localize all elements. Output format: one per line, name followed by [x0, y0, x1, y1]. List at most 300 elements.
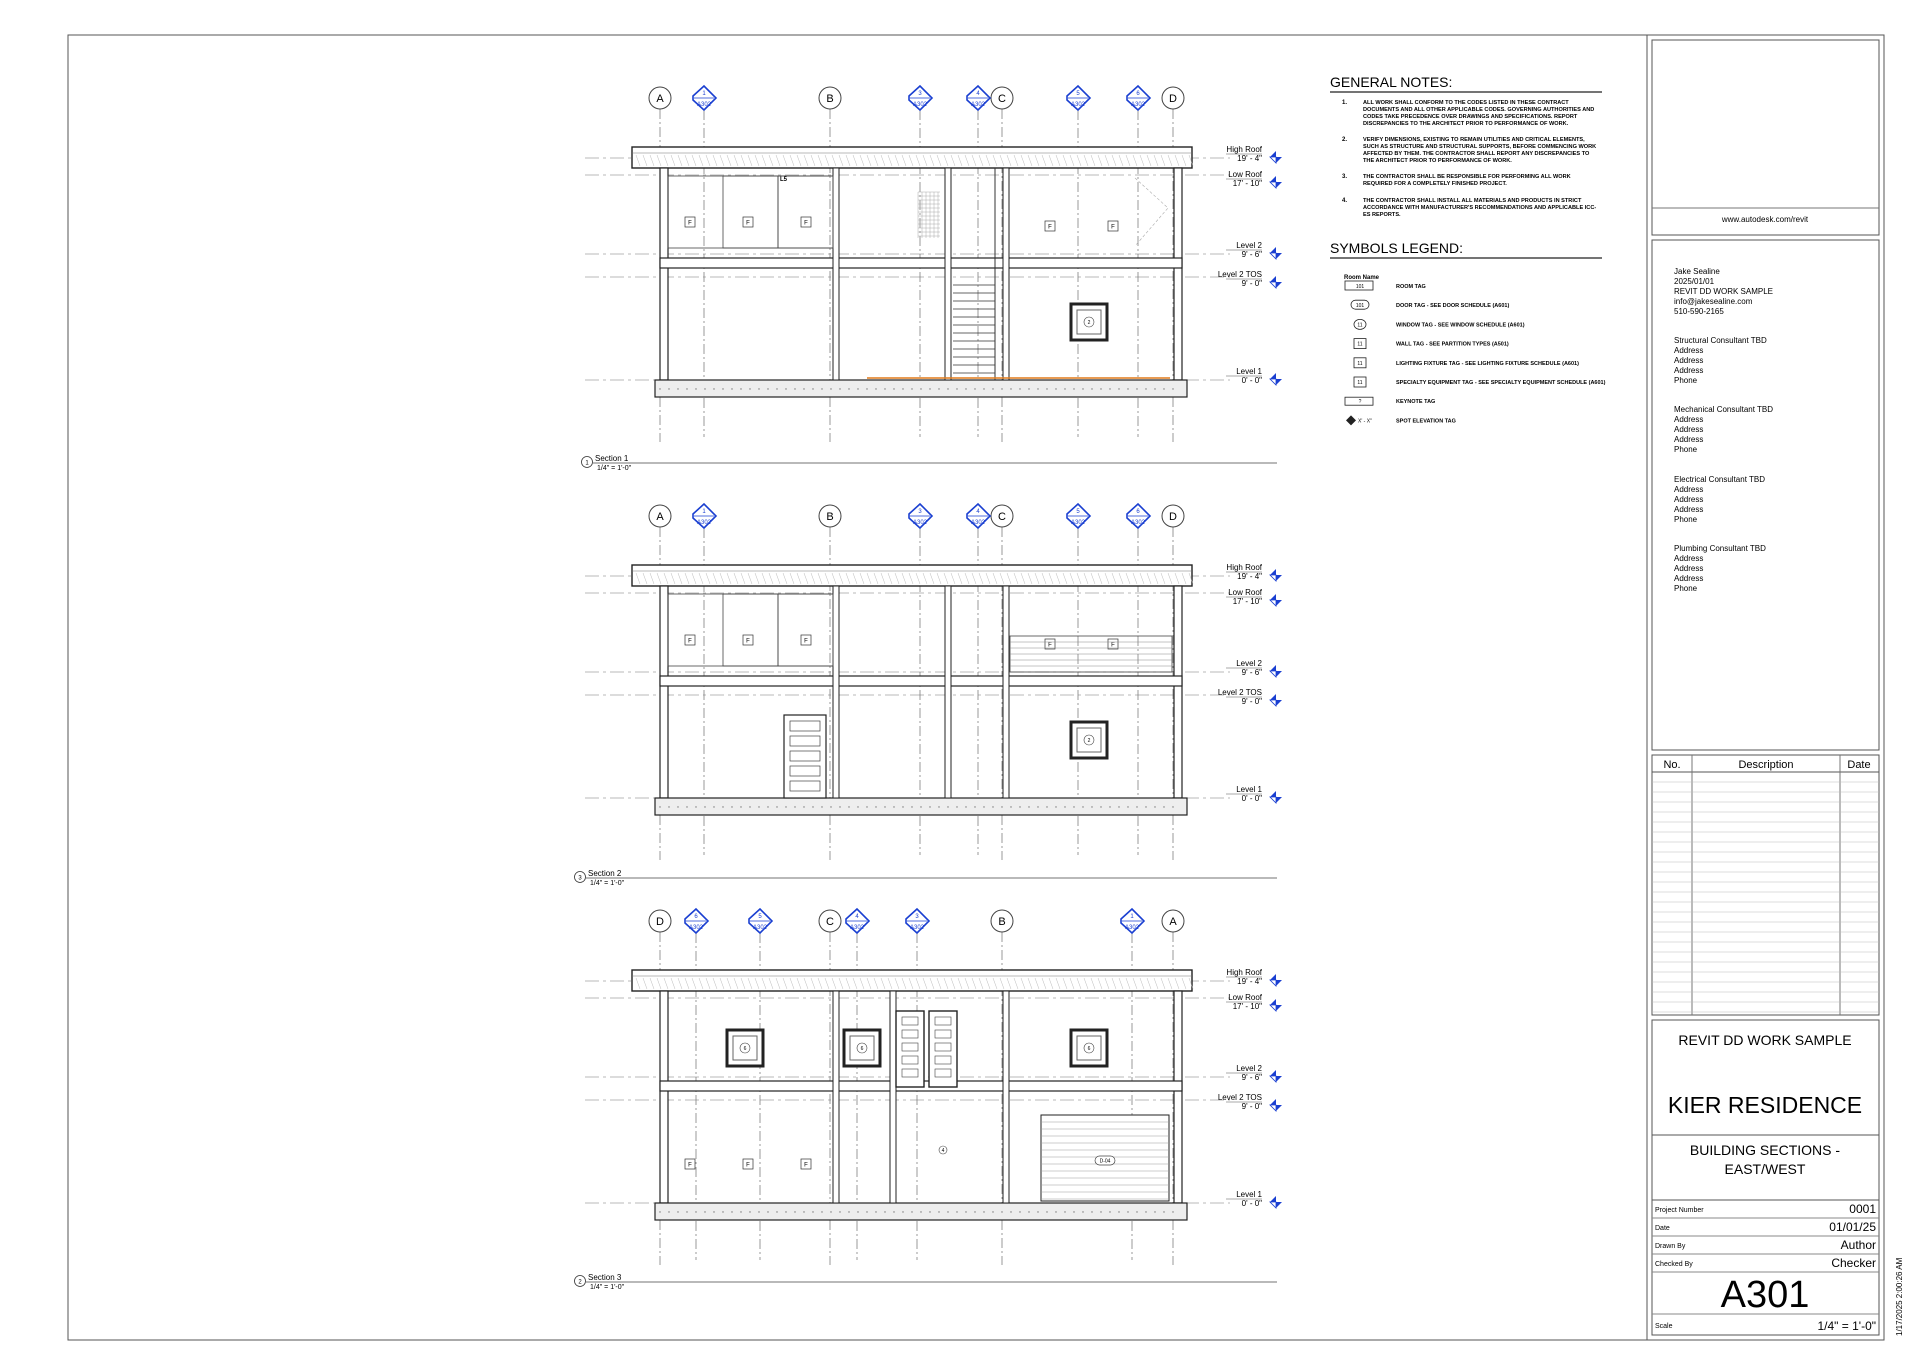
grid-label: D — [1169, 93, 1177, 105]
slab-hatch — [1109, 1211, 1110, 1212]
note-line: THE CONTRACTOR SHALL BE RESPONSIBLE FOR PERFORMING ALL WORK — [1363, 174, 1571, 180]
section-scale: 1/4" = 1'-0" — [590, 880, 625, 887]
slab-hatch — [722, 806, 723, 807]
consultant-line: Address — [1674, 366, 1704, 375]
general-notes-title: GENERAL NOTES: — [1330, 74, 1453, 90]
slab-hatch — [767, 388, 768, 389]
slab-hatch — [992, 806, 993, 807]
level-marker-icon — [1270, 694, 1276, 700]
slab-hatch — [1010, 388, 1011, 389]
slab-hatch — [1154, 806, 1155, 807]
slab-hatch — [947, 1211, 948, 1212]
slab-hatch — [803, 388, 804, 389]
level-elevation: 0' - 0" — [1241, 1199, 1262, 1208]
slab-hatch — [713, 806, 714, 807]
furniture-tag-label: F — [804, 638, 808, 645]
slab-hatch — [1100, 806, 1101, 807]
level-elevation: 9' - 0" — [1241, 697, 1262, 706]
grid-label: B — [826, 93, 834, 105]
slab-hatch — [893, 1211, 894, 1212]
level-marker-icon — [1276, 379, 1282, 385]
slab-hatch — [1055, 806, 1056, 807]
exterior-wall-left — [660, 168, 668, 380]
slab-hatch — [1001, 388, 1002, 389]
slab-hatch — [767, 1211, 768, 1212]
slab-hatch — [830, 1211, 831, 1212]
level-marker-icon — [1276, 1202, 1282, 1208]
slab-hatch — [731, 806, 732, 807]
slab-hatch — [794, 806, 795, 807]
legend-tag: 11 — [1357, 380, 1363, 386]
slab-hatch — [929, 1211, 930, 1212]
slab-hatch — [857, 1211, 858, 1212]
callout-number: 3 — [918, 509, 922, 515]
window-tag-label: 6 — [860, 1046, 864, 1052]
furniture-tag-label: F — [1111, 642, 1115, 649]
logo-box — [1652, 40, 1879, 235]
slab-hatch — [821, 806, 822, 807]
legend-label: SPOT ELEVATION TAG — [1396, 418, 1456, 425]
slab-hatch — [1019, 388, 1020, 389]
slab-hatch — [965, 1211, 966, 1212]
revision-header-description: Description — [1738, 759, 1794, 771]
slab-hatch — [1037, 806, 1038, 807]
slab-hatch — [740, 1211, 741, 1212]
slab-hatch — [857, 388, 858, 389]
legend-tag: ? — [1358, 399, 1362, 406]
section-scale: 1/4" = 1'-0" — [597, 465, 632, 472]
slab-hatch — [785, 806, 786, 807]
grid-label: C — [998, 93, 1006, 105]
level-marker-icon — [1270, 600, 1276, 606]
exterior-wall-left — [660, 991, 668, 1203]
furniture-tag-label: F — [804, 220, 808, 227]
sheet-number: A301 — [1720, 1274, 1810, 1316]
slab-hatch — [911, 388, 912, 389]
project-name: KIER RESIDENCE — [1667, 1092, 1863, 1118]
checked-by-label: Checked By — [1655, 1261, 1693, 1268]
legend-label: ROOM TAG — [1396, 284, 1426, 290]
note-number: 2. — [1342, 137, 1348, 143]
slab-hatch — [1100, 1211, 1101, 1212]
consultant-line: Phone — [1674, 445, 1698, 454]
consultant-line: Address — [1674, 495, 1704, 504]
slab-hatch — [812, 806, 813, 807]
section-title: Section 3 — [588, 1273, 622, 1282]
slab-hatch — [884, 1211, 885, 1212]
slab-hatch — [1082, 1211, 1083, 1212]
legend-tag: 11 — [1357, 322, 1363, 329]
level-elevation: 9' - 6" — [1241, 668, 1262, 677]
level-name: High Roof — [1226, 968, 1262, 977]
consultant-line: Address — [1674, 356, 1704, 365]
window-panel — [778, 594, 833, 666]
legend-tag: 101 — [1355, 303, 1365, 310]
slab-hatch — [785, 1211, 786, 1212]
callout-sheet: A302 — [909, 925, 925, 931]
level-elevation: 19' - 4" — [1237, 572, 1262, 581]
slab-hatch — [659, 1211, 660, 1212]
consultant-line: Phone — [1674, 584, 1698, 593]
exterior-wall-right — [1174, 586, 1182, 798]
section-2 — [575, 504, 1283, 887]
slab-hatch — [1136, 388, 1137, 389]
level-name: Level 2 TOS — [1217, 1093, 1262, 1102]
callout-sheet: A302 — [1070, 102, 1086, 108]
slab-hatch — [1154, 1211, 1155, 1212]
level-name: Low Roof — [1228, 993, 1262, 1002]
callout-number: 6 — [694, 914, 698, 920]
level-marker-icon — [1276, 797, 1282, 803]
slab-hatch — [839, 1211, 840, 1212]
slab-hatch — [947, 806, 948, 807]
owner-line: Jake Sealine — [1674, 267, 1720, 276]
furniture-tag-label: F — [746, 220, 750, 227]
slab-hatch — [1118, 1211, 1119, 1212]
callout-number: 1 — [1130, 914, 1134, 920]
section-title-number: 1 — [585, 460, 589, 467]
level-elevation: 17' - 10" — [1232, 597, 1262, 606]
level-marker-icon — [1276, 282, 1282, 288]
slab-hatch — [875, 1211, 876, 1212]
slab-hatch — [686, 1211, 687, 1212]
slab-hatch — [1064, 806, 1065, 807]
slab-hatch — [731, 388, 732, 389]
level-elevation: 19' - 4" — [1237, 977, 1262, 986]
callout-sheet: A302 — [912, 102, 928, 108]
slab-hatch — [758, 1211, 759, 1212]
note-line: AFFECTED BY THEM. THE CONTRACTOR SHALL REPORT ANY DISCREPANCIES TO — [1363, 151, 1590, 157]
section-title: Section 1 — [595, 454, 629, 463]
level-name: High Roof — [1226, 145, 1262, 154]
level-marker-icon — [1276, 1105, 1282, 1111]
note-line: CODES TAKE PRECEDENCE OVER DRAWINGS AND SPECIFICATIONS. REPORT — [1363, 114, 1578, 120]
window-tag-label: 2 — [1087, 320, 1091, 326]
section-title-number: 2 — [578, 1279, 582, 1286]
slab-hatch — [1010, 806, 1011, 807]
slab-hatch — [1163, 388, 1164, 389]
window-tag-label: 2 — [1087, 738, 1091, 744]
level-elevation: 9' - 0" — [1241, 279, 1262, 288]
slab-hatch — [866, 388, 867, 389]
level-elevation: 9' - 6" — [1241, 1073, 1262, 1082]
project-number: 0001 — [1849, 1202, 1876, 1216]
slab-hatch — [947, 388, 948, 389]
slab-hatch — [677, 806, 678, 807]
level-marker-icon — [1270, 797, 1276, 803]
slab-hatch — [848, 388, 849, 389]
slab-hatch — [704, 1211, 705, 1212]
callout-sheet: A302 — [912, 520, 928, 526]
grid-label: B — [826, 511, 834, 523]
slab-hatch — [677, 388, 678, 389]
slab-hatch — [1037, 388, 1038, 389]
level-elevation: 0' - 0" — [1241, 794, 1262, 803]
level-marker-icon — [1270, 373, 1276, 379]
website-text: www.autodesk.com/revit — [1721, 215, 1809, 224]
slab-hatch — [848, 1211, 849, 1212]
slab-hatch — [1073, 1211, 1074, 1212]
callout-number: 4 — [976, 91, 980, 97]
callout-sheet: A302 — [696, 520, 712, 526]
slab-hatch — [974, 806, 975, 807]
callout-number: 3 — [918, 91, 922, 97]
section-1 — [582, 86, 1283, 472]
level-name: Level 2 — [1236, 659, 1262, 668]
legend-label: WALL TAG - SEE PARTITION TYPES (A501) — [1396, 341, 1509, 348]
revision-header-date: Date — [1847, 759, 1871, 771]
title-block — [1647, 35, 1904, 1340]
slab-hatch — [1019, 1211, 1020, 1212]
slab-hatch — [1055, 388, 1056, 389]
slab-hatch — [803, 806, 804, 807]
contacts-list — [1674, 267, 1773, 593]
callout-sheet: A302 — [1130, 520, 1146, 526]
legend-tag: X' - X" — [1358, 418, 1372, 425]
level-elevation: 0' - 0" — [1241, 376, 1262, 385]
slab-hatch — [1019, 806, 1020, 807]
level-marker-icon — [1270, 665, 1276, 671]
slab-hatch — [1046, 1211, 1047, 1212]
legend-label: WINDOW TAG - SEE WINDOW SCHEDULE (A601) — [1396, 322, 1525, 329]
level-name: Level 2 TOS — [1217, 270, 1262, 279]
slab-hatch — [803, 1211, 804, 1212]
callout-number: 4 — [976, 509, 980, 515]
slab-hatch — [920, 388, 921, 389]
door — [929, 1011, 957, 1087]
level-marker-icon — [1270, 182, 1276, 188]
note-line: SUCH AS STRUCTURE AND STRUCTURAL SUPPORTS, BEFORE COMMENCING WORK — [1363, 144, 1597, 150]
door-tag-label: D-04 — [1099, 1158, 1111, 1165]
legend-label: DOOR TAG - SEE DOOR SCHEDULE (A601) — [1396, 303, 1510, 310]
slab-hatch — [794, 1211, 795, 1212]
interior-wall — [890, 991, 896, 1203]
callout-sheet: A302 — [970, 102, 986, 108]
slab-hatch — [1091, 388, 1092, 389]
slab-hatch — [758, 806, 759, 807]
exterior-wall-right — [1174, 168, 1182, 380]
furniture-tag-label: F — [1048, 224, 1052, 231]
note-line: DISCREPANCIES TO THE ARCHITECT PRIOR TO PERFORMANCE OF WORK. — [1363, 121, 1569, 127]
note-number: 3. — [1342, 174, 1348, 180]
slab-hatch — [1046, 388, 1047, 389]
interior-wall — [833, 586, 839, 798]
slab-hatch — [695, 388, 696, 389]
print-timestamp: 1/17/2025 2:00:26 AM — [1895, 1257, 1904, 1336]
slab-hatch — [695, 806, 696, 807]
slab-hatch — [956, 1211, 957, 1212]
grid-label: D — [1169, 511, 1177, 523]
consultant-name: Structural Consultant TBD — [1674, 336, 1767, 345]
callout-number: 1 — [702, 509, 706, 515]
general-notes — [1330, 74, 1602, 218]
slab-hatch — [1046, 806, 1047, 807]
slab-hatch — [839, 388, 840, 389]
slab-hatch — [722, 388, 723, 389]
furniture-tag-label: F — [804, 1162, 808, 1169]
level-name: Level 1 — [1236, 367, 1262, 376]
window-tag-label: 6 — [1087, 1046, 1091, 1052]
slab-hatch — [1163, 806, 1164, 807]
consultant-name: Plumbing Consultant TBD — [1674, 544, 1766, 553]
slab-hatch — [965, 806, 966, 807]
level-name: Level 2 — [1236, 241, 1262, 250]
slab-hatch — [776, 1211, 777, 1212]
consultant-line: Phone — [1674, 515, 1698, 524]
grid-label: A — [656, 93, 664, 105]
level-name: Level 1 — [1236, 1190, 1262, 1199]
slab-hatch — [812, 1211, 813, 1212]
level-name: Low Roof — [1228, 170, 1262, 179]
legend-tag: 11 — [1357, 360, 1363, 367]
slab-hatch — [929, 388, 930, 389]
slab-hatch — [1127, 806, 1128, 807]
symbols-legend — [1330, 240, 1606, 425]
level-elevation: 17' - 10" — [1232, 179, 1262, 188]
slab-hatch — [767, 806, 768, 807]
note-line: ALL WORK SHALL CONFORM TO THE CODES LISTED IN THESE CONTRACT — [1363, 100, 1569, 106]
legend-label: KEYNOTE TAG — [1396, 399, 1436, 406]
interior-wall — [833, 168, 839, 380]
slab-hatch — [902, 388, 903, 389]
level-marker-icon — [1270, 1005, 1276, 1011]
level-marker-icon — [1270, 569, 1276, 575]
level-name: Level 1 — [1236, 785, 1262, 794]
slab-hatch — [704, 388, 705, 389]
slab-hatch — [713, 388, 714, 389]
date-label: Date — [1655, 1225, 1670, 1232]
slab-hatch — [884, 388, 885, 389]
consultant-line: Address — [1674, 346, 1704, 355]
slab-hatch — [911, 1211, 912, 1212]
slab-hatch — [740, 388, 741, 389]
callout-sheet: A302 — [752, 925, 768, 931]
grid-label: A — [1169, 916, 1177, 928]
slab-hatch — [830, 806, 831, 807]
slab-hatch — [956, 388, 957, 389]
consultant-name: Electrical Consultant TBD — [1674, 475, 1765, 484]
legend-tag: 101 — [1355, 284, 1365, 290]
slab-hatch — [659, 806, 660, 807]
callout-number: 5 — [758, 914, 762, 920]
slab-hatch — [983, 388, 984, 389]
slab-hatch — [1172, 388, 1173, 389]
slab-hatch — [866, 806, 867, 807]
window-tag-label: 6 — [743, 1046, 747, 1052]
level-marker-icon — [1270, 700, 1276, 706]
level-marker-icon — [1270, 594, 1276, 600]
level-marker-icon — [1270, 157, 1276, 163]
section-title: Section 2 — [588, 869, 622, 878]
project-type: REVIT DD WORK SAMPLE — [1678, 1032, 1852, 1048]
revision-table — [1652, 755, 1879, 1015]
slab-hatch — [749, 806, 750, 807]
slab-hatch — [983, 1211, 984, 1212]
revision-rows — [1652, 782, 1879, 1012]
level-marker-icon — [1270, 575, 1276, 581]
building-sections — [575, 86, 1283, 1291]
slab-hatch — [749, 388, 750, 389]
slab-hatch — [1091, 1211, 1092, 1212]
slab-hatch — [1082, 806, 1083, 807]
slab-hatch — [785, 388, 786, 389]
grid-label: C — [826, 916, 834, 928]
level-elevation: 9' - 6" — [1241, 250, 1262, 259]
callout-number: 5 — [1076, 91, 1080, 97]
slab-hatch — [1136, 806, 1137, 807]
sheet-date: 01/01/25 — [1829, 1220, 1876, 1234]
consultant-line: Address — [1674, 485, 1704, 494]
legend-label: LIGHTING FIXTURE TAG - SEE LIGHTING FIXTURE SCHEDULE (A601) — [1396, 360, 1579, 367]
consultant-line: Address — [1674, 415, 1704, 424]
level-name: Low Roof — [1228, 588, 1262, 597]
slab-hatch — [1109, 388, 1110, 389]
slab-hatch — [1100, 388, 1101, 389]
slab-hatch — [1145, 388, 1146, 389]
slab-hatch — [974, 388, 975, 389]
level-2-floor — [660, 258, 1182, 268]
exterior-wall-left — [660, 586, 668, 798]
callout-number: 5 — [1076, 509, 1080, 515]
slab-hatch — [1010, 1211, 1011, 1212]
callout-sheet: A302 — [970, 520, 986, 526]
grid-label: B — [998, 916, 1006, 928]
slab-hatch — [1127, 388, 1128, 389]
consultant-line: Address — [1674, 554, 1704, 563]
callout-number: 6 — [1136, 509, 1140, 515]
furniture-tag-label: F — [688, 1162, 692, 1169]
level-elevation: 9' - 0" — [1241, 1102, 1262, 1111]
sheet-scale: 1/4" = 1'-0" — [1817, 1319, 1876, 1333]
section-scale: 1/4" = 1'-0" — [590, 1284, 625, 1291]
sheet-title-line2: EAST/WEST — [1724, 1161, 1806, 1177]
slab-hatch — [830, 388, 831, 389]
note-line: REQUIRED FOR A COMPLETELY FINISHED PROJECT. — [1363, 181, 1507, 187]
sheet-title-line1: BUILDING SECTIONS - — [1689, 1142, 1841, 1158]
grid-label: A — [656, 511, 664, 523]
slab-hatch — [884, 806, 885, 807]
project-number-label: Project Number — [1655, 1207, 1704, 1214]
owner-line: 2025/01/01 — [1674, 277, 1715, 286]
owner-line: info@jakesealine.com — [1674, 297, 1753, 306]
grid-label: D — [656, 916, 664, 928]
slab-hatch — [1037, 1211, 1038, 1212]
consultant-line: Phone — [1674, 376, 1698, 385]
slab-hatch — [992, 1211, 993, 1212]
window-panel — [778, 176, 833, 248]
slab-hatch — [821, 1211, 822, 1212]
level-marker-icon — [1270, 1076, 1276, 1082]
scale-label: Scale — [1655, 1323, 1673, 1330]
slab-hatch — [794, 388, 795, 389]
consultant-line: Address — [1674, 505, 1704, 514]
slab-hatch — [848, 806, 849, 807]
slab-hatch — [857, 806, 858, 807]
level-marker-icon — [1270, 253, 1276, 259]
consultant-line: Address — [1674, 435, 1704, 444]
slab-hatch — [983, 806, 984, 807]
slab-hatch — [668, 388, 669, 389]
slab-hatch — [821, 388, 822, 389]
note-line: DOCUMENTS AND ALL OTHER APPLICABLE CODES. GOVERNING AUTHORITIES AND — [1363, 107, 1595, 113]
level-marker-icon — [1270, 791, 1276, 797]
section-title-number: 3 — [578, 875, 582, 882]
slab-hatch — [839, 806, 840, 807]
legend-tag: 11 — [1357, 341, 1363, 348]
slab-hatch — [668, 1211, 669, 1212]
furniture-tag-label: F — [688, 638, 692, 645]
level-marker-icon — [1270, 151, 1276, 157]
